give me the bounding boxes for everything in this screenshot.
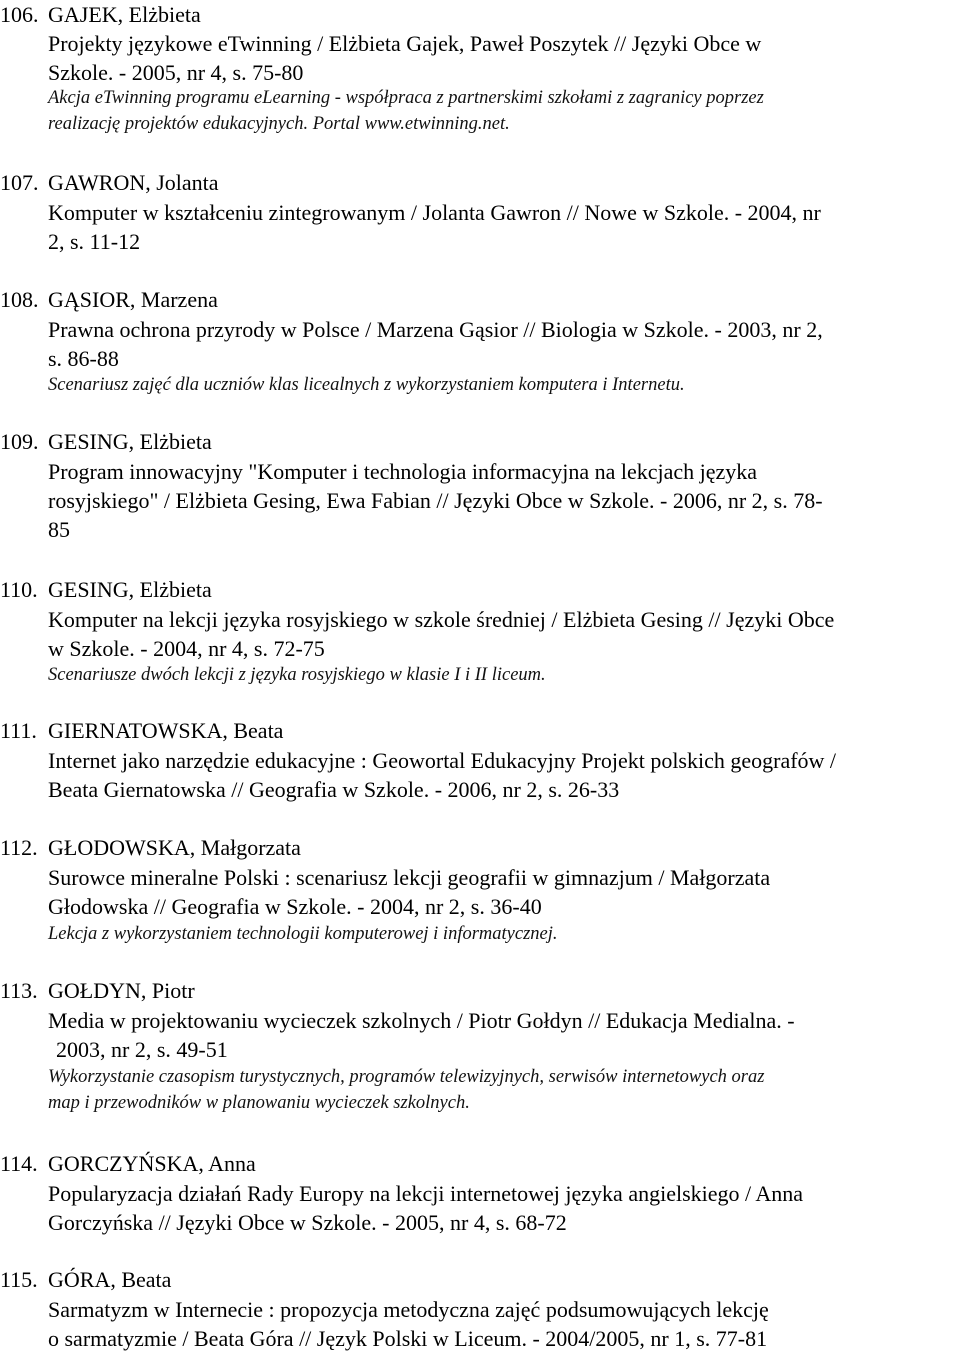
entry-title-line: Projekty językowe eTwinning / Elżbieta Gajek, Paweł Poszytek // Języki Obce w xyxy=(48,31,762,56)
entry-author: GOŁDYN, Piotr xyxy=(48,978,195,1003)
entry-author: GĄSIOR, Marzena xyxy=(48,287,218,312)
entry-title-line: s. 86-88 xyxy=(48,346,119,371)
entry-author: GŁODOWSKA, Małgorzata xyxy=(48,835,301,860)
entry-author: GAWRON, Jolanta xyxy=(48,170,219,195)
entry-note: Scenariusz zajęć dla uczniów klas licealnych z wykorzystaniem komputera i Internetu. xyxy=(48,375,685,395)
entry-title-line: Komputer na lekcji języka rosyjskiego w szkole średniej / Elżbieta Gesing // Języki Obce xyxy=(48,607,835,632)
entry-title-line: Surowce mineralne Polski : scenariusz lekcji geografii w gimnazjum / Małgorzata xyxy=(48,865,771,890)
entry-number: 106. xyxy=(0,2,39,27)
entry-note: Scenariusze dwóch lekcji z języka rosyjskiego w klasie I i II liceum. xyxy=(48,665,546,685)
entry-number: 115. xyxy=(0,1267,38,1292)
entry-title-line: Szkole. - 2005, nr 4, s. 75-80 xyxy=(48,60,304,85)
entry-title-line: Gorczyńska // Języki Obce w Szkole. - 2005, nr 4, s. 68-72 xyxy=(48,1210,567,1235)
entry-author: GIERNATOWSKA, Beata xyxy=(48,718,284,743)
entry-title-line: Popularyzacja działań Rady Europy na lekcji internetowej języka angielskiego / Anna xyxy=(48,1181,804,1206)
entry-number: 110. xyxy=(0,577,38,602)
entry-title-line: Beata Giernatowska // Geografia w Szkole. - 2006, nr 2, s. 26-33 xyxy=(48,777,620,802)
entry-number: 114. xyxy=(0,1151,38,1176)
entry-title-line: 2003, nr 2, s. 49-51 xyxy=(56,1037,228,1062)
entry-title-line: 2, s. 11-12 xyxy=(48,229,141,254)
entry-number: 112. xyxy=(0,835,38,860)
entry-title-line: 85 xyxy=(48,517,70,542)
entry-title-line: w Szkole. - 2004, nr 4, s. 72-75 xyxy=(48,636,325,661)
entry-title-line: Sarmatyzm w Internecie : propozycja metodyczna zajęć podsumowujących lekcję xyxy=(48,1297,769,1322)
entry-author: GAJEK, Elżbieta xyxy=(48,2,201,27)
entry-title-line: o sarmatyzmie / Beata Góra // Język Polski w Liceum. - 2004/2005, nr 1, s. 77-81 xyxy=(48,1326,768,1351)
entry-note: realizację projektów edukacyjnych. Portal www.etwinning.net. xyxy=(48,114,510,134)
entry-number: 113. xyxy=(0,978,38,1003)
entry-author: GÓRA, Beata xyxy=(48,1267,172,1292)
entry-title-line: Internet jako narzędzie edukacyjne : Geowortal Edukacyjny Projekt polskich geografów / xyxy=(48,748,837,773)
entry-note: Lekcja z wykorzystaniem technologii komputerowej i informatycznej. xyxy=(48,924,558,944)
entry-number: 108. xyxy=(0,287,39,312)
entry-note: Akcja eTwinning programu eLearning - współpraca z partnerskimi szkołami z zagranicy poprzez xyxy=(48,88,764,108)
entry-title-line: Program innowacyjny "Komputer i technologia informacyjna na lekcjach języka xyxy=(48,459,758,484)
entry-number: 109. xyxy=(0,429,39,454)
entry-number: 107. xyxy=(0,170,39,195)
entry-title-line: Komputer w kształceniu zintegrowanym / Jolanta Gawron // Nowe w Szkole. - 2004, nr xyxy=(48,200,821,225)
entry-author: GORCZYŃSKA, Anna xyxy=(48,1151,256,1176)
entry-author: GESING, Elżbieta xyxy=(48,577,212,602)
entry-title-line: Prawna ochrona przyrody w Polsce / Marzena Gąsior // Biologia w Szkole. - 2003, nr 2, xyxy=(48,317,823,342)
entry-note: map i przewodników w planowaniu wycieczek szkolnych. xyxy=(48,1093,470,1113)
entry-note: Wykorzystanie czasopism turystycznych, programów telewizyjnych, serwisów internetowych oraz xyxy=(48,1067,765,1087)
entry-author: GESING, Elżbieta xyxy=(48,429,212,454)
entry-title-line: Głodowska // Geografia w Szkole. - 2004, nr 2, s. 36-40 xyxy=(48,894,542,919)
entry-title-line: Media w projektowaniu wycieczek szkolnych / Piotr Gołdyn // Edukacja Medialna. - xyxy=(48,1008,795,1033)
entry-number: 111. xyxy=(0,718,37,743)
entry-title-line: rosyjskiego" / Elżbieta Gesing, Ewa Fabian // Języki Obce w Szkole. - 2006, nr 2, s. 78- xyxy=(48,488,823,513)
